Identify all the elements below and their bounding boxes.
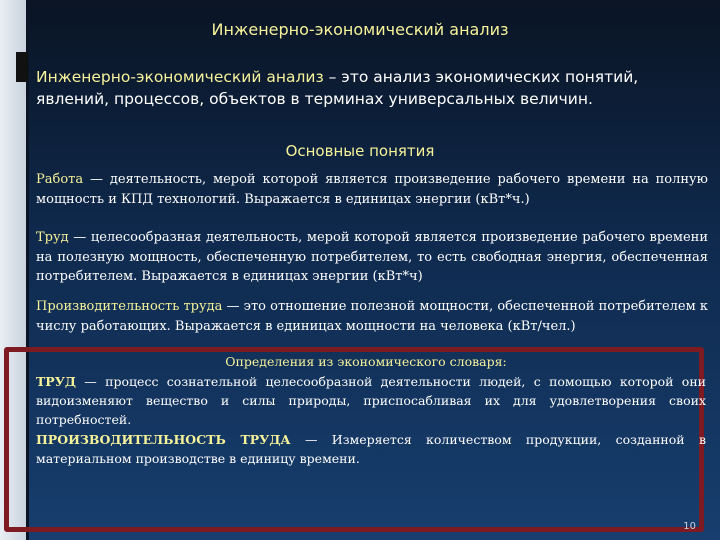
definition-productivity xyxy=(36,297,708,336)
slide-title: Инженерно-экономический анализ xyxy=(211,20,509,39)
definition-text: — целесообразная деятельность, мерой которой является произведение рабочего времени на полезную мощность, обеспеченную потребителем, то есть свободная энергия, обеспеченная потребителем. Выражается в единицах энергии (кВт*ч) xyxy=(36,230,708,284)
dictionary-heading: Определения из экономического словаря: xyxy=(225,354,507,369)
dictionary-text: — Измеряется количеством продукции, созданной в материальном производстве в единицу времени. xyxy=(36,432,706,466)
definition-text: — деятельность, мерой которой является произведение рабочего времени на полную мощность и КПД технологий. Выражается в единицах энергии (кВт*ч.) xyxy=(36,172,708,207)
dictionary-item-productivity xyxy=(36,430,706,468)
section-subtitle: Основные понятия xyxy=(285,142,435,160)
definition-term: Работа xyxy=(36,172,84,187)
dictionary-term: ТРУД xyxy=(36,374,76,389)
definition-work xyxy=(36,170,708,209)
definition-labor xyxy=(36,228,708,287)
dictionary-text: — процесс сознательной целесообразной деятельности людей, с помощью которой они видоизменяют вещество и силы природы, приспосабливая их для удовлетворения своих потребностей. xyxy=(36,374,706,427)
definition-term: Труд xyxy=(36,230,69,245)
lead-paragraph xyxy=(36,66,700,110)
dictionary-term: ПРОИЗВОДИТЕЛЬНОСТЬ ТРУДА xyxy=(36,432,291,447)
definition-term: Производительность труда xyxy=(36,299,223,314)
accent-bar xyxy=(16,52,28,82)
lead-term: Инженерно-экономический анализ xyxy=(36,68,324,86)
definition-text: — это отношение полезной мощности, обеспеченной потребителем к числу работающих. Выражается в единицах мощности на человека (кВт/чел.) xyxy=(36,299,708,334)
page-number: 10 xyxy=(683,521,696,532)
dictionary-item-labor xyxy=(36,372,706,429)
lead-text: – это анализ экономических понятий, явлений, процессов, объектов в терминах универсальных величин. xyxy=(36,68,639,108)
